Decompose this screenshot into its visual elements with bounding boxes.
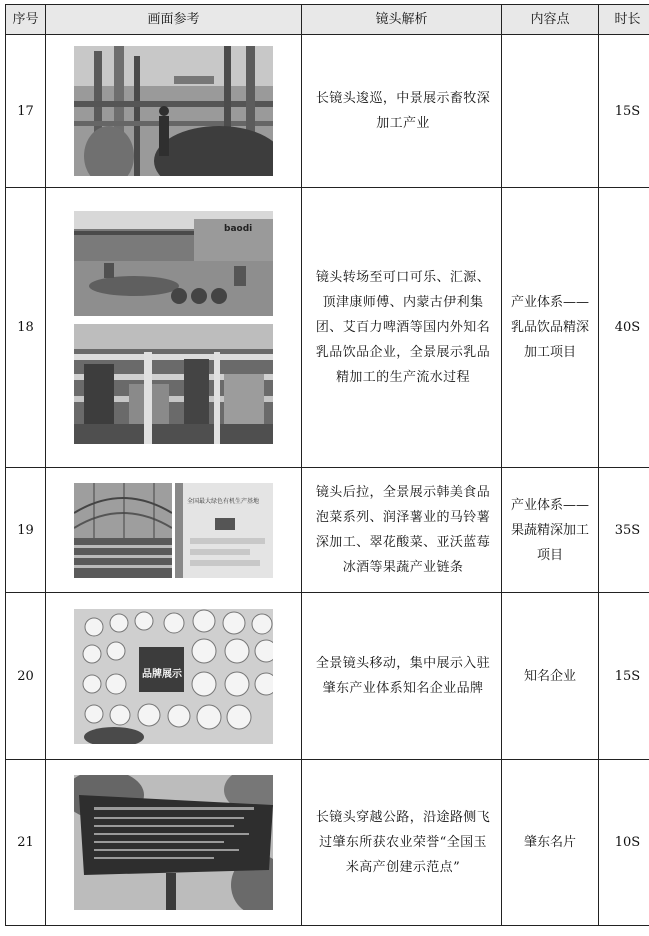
row-desc: 镜头后拉，全景展示韩美食品泡菜系列、润泽薯业的马铃薯深加工、翠花酸菜、亚沃蓝莓冰酒等果蔬产业链条 xyxy=(302,468,502,593)
row-duration: 15S xyxy=(599,593,649,760)
header-dur: 时长 xyxy=(599,5,649,35)
header-point: 内容点 xyxy=(502,5,599,35)
factory-sign-text: baodi xyxy=(224,224,253,234)
row-num: 18 xyxy=(6,188,46,468)
row-desc: 镜头转场至可口可乐、汇源、顶津康师傅、内蒙古伊利集团、艾百力啤酒等国内外知名乳品饮品企业，全景展示乳品精加工的生产流水过程 xyxy=(302,188,502,468)
row-desc: 全景镜头移动，集中展示入驻肇东产业体系知名企业品牌 xyxy=(302,593,502,760)
row-desc: 长镜头穿越公路，沿途路侧飞过肇东所获农业荣誉“全国玉米高产创建示范点” xyxy=(302,760,502,926)
table-row xyxy=(6,593,649,760)
factory-building-photo xyxy=(74,211,273,316)
row-point: 肇东名片 xyxy=(502,760,599,926)
brand-wall-photo xyxy=(74,609,273,744)
table-row xyxy=(6,468,649,593)
row-image-cell xyxy=(46,468,302,593)
exhibition-board-text: 全国最大绿色有机生产基地 xyxy=(187,497,260,505)
row-duration: 10S xyxy=(599,760,649,926)
row-point: 产业体系——果蔬精深加工项目 xyxy=(502,468,599,593)
row-duration: 35S xyxy=(599,468,649,593)
row-image-cell xyxy=(46,188,302,468)
exhibition-board-photo xyxy=(175,483,273,578)
row-point: 知名企业 xyxy=(502,593,599,760)
header-image: 画面参考 xyxy=(46,5,302,35)
header-desc: 镜头解析 xyxy=(302,5,502,35)
row-image-cell xyxy=(46,760,302,926)
row-num: 20 xyxy=(6,593,46,760)
row-duration: 15S xyxy=(599,35,649,188)
greenhouse-photo xyxy=(74,483,172,578)
row-num: 17 xyxy=(6,35,46,188)
header-row xyxy=(6,5,649,35)
row-num: 21 xyxy=(6,760,46,926)
table-row xyxy=(6,188,649,468)
row-image-cell xyxy=(46,35,302,188)
row-duration: 40S xyxy=(599,188,649,468)
row-point: 产业体系——乳品饮品精深加工项目 xyxy=(502,188,599,468)
livestock-processing-photo xyxy=(74,46,273,176)
brand-wall-text: 品牌展示 xyxy=(142,668,182,680)
row-desc: 长镜头逡巡，中景展示畜牧深加工产业 xyxy=(302,35,502,188)
table-row xyxy=(6,35,649,188)
table-row xyxy=(6,760,649,926)
row-num: 19 xyxy=(6,468,46,593)
row-image-cell xyxy=(46,593,302,760)
storyboard-table xyxy=(5,4,649,926)
production-line-photo xyxy=(74,324,273,444)
header-num: 序号 xyxy=(6,5,46,35)
row-point xyxy=(502,35,599,188)
roadside-billboard-photo xyxy=(74,775,273,910)
